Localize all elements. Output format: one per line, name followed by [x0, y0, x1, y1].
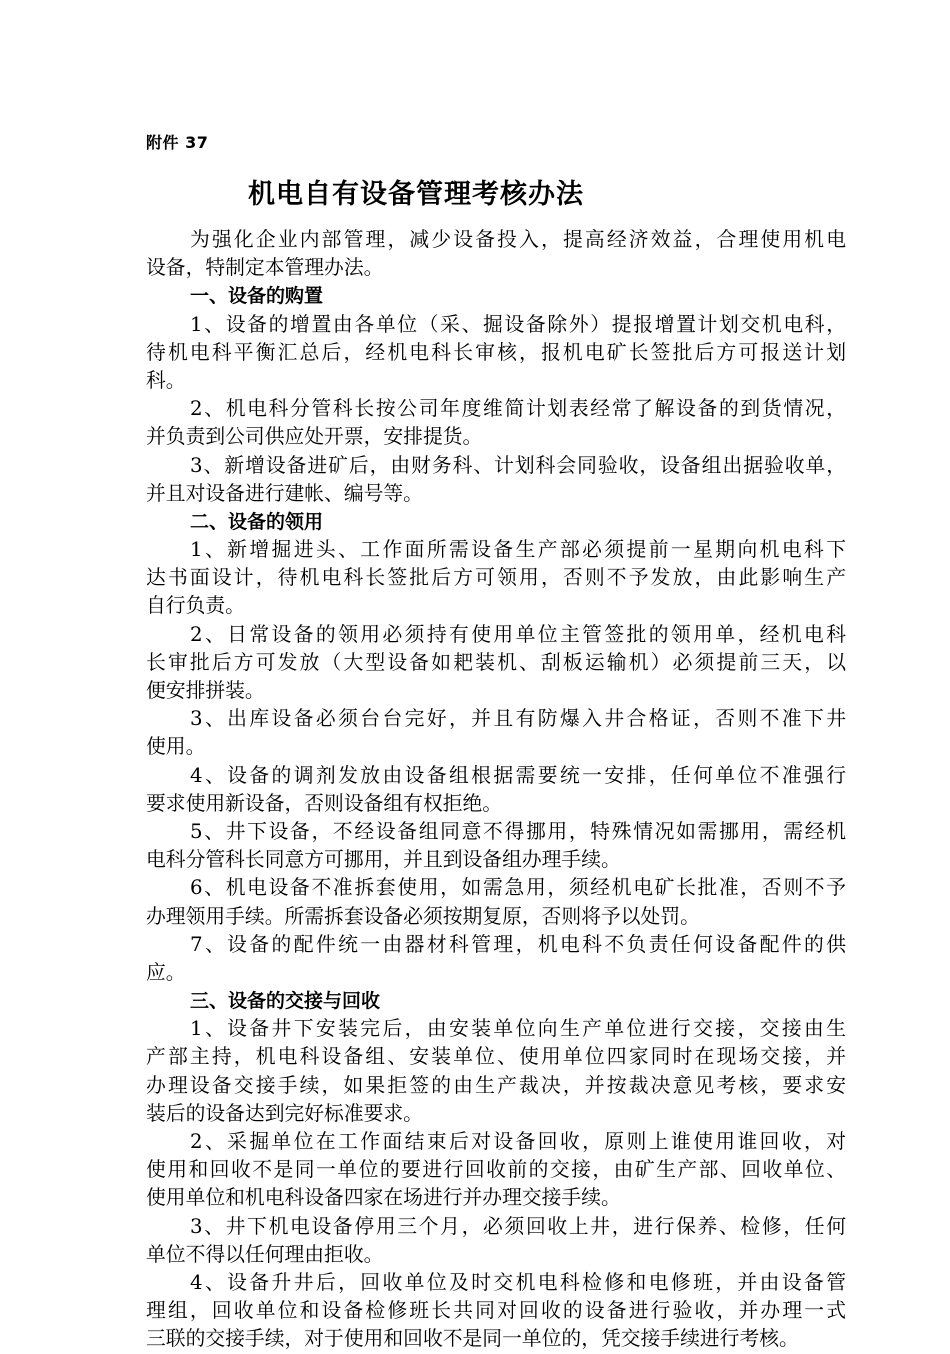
paragraph-line: 办理设备交接手续，如果拒签的由生产裁决，并按裁决意见考核，要求安: [146, 1073, 846, 1097]
paragraph-line: 自行负责。: [146, 594, 245, 618]
paragraph-line: 使用单位和机电科设备四家在场进行并办理交接手续。: [146, 1186, 621, 1210]
paragraph-line: 使用。: [146, 735, 206, 759]
paragraph-line: 3、出库设备必须台台完好，并且有防爆入井合格证，否则不准下井: [190, 707, 846, 731]
paragraph-line: 便安排拼装。: [146, 679, 265, 702]
paragraph-line: 理组，回收单位和设备检修班长共同对回收的设备进行验收，并办理一式: [146, 1299, 846, 1323]
document-title: 机电自有设备管理考核办法: [248, 179, 584, 210]
paragraph-line: 1、设备井下安装完后，由安装单位向生产单位进行交接，交接由生: [190, 1017, 846, 1041]
paragraph-line: 为强化企业内部管理，减少设备投入，提高经济效益，合理使用机电: [190, 228, 846, 251]
paragraph-line: 5、井下设备，不经设备组同意不得挪用，特殊情况如需挪用，需经机: [190, 819, 846, 843]
paragraph-line: 装后的设备达到完好标准要求。: [146, 1101, 423, 1125]
document-body: [146, 226, 846, 1354]
paragraph-line: 产部主持，机电科设备组、安装单位、使用单位四家同时在现场交接，并: [146, 1045, 846, 1069]
paragraph-line: 2、采掘单位在工作面结束后对设备回收，原则上谁使用谁回收，对: [190, 1130, 846, 1153]
paragraph-line: 使用和回收不是同一单位的要进行回收前的交接，由矿生产部、回收单位、: [146, 1158, 846, 1182]
paragraph-line: 6、机电设备不准拆套使用，如需急用，须经机电矿长批准，否则不予: [190, 876, 846, 900]
paragraph-line: 三联的交接手续，对于使用和回收不是同一单位的，凭交接手续进行考核。: [146, 1327, 799, 1351]
paragraph-line: 达书面设计，待机电科长签批后方可领用，否则不予发放，由此影响生产: [146, 566, 846, 590]
attachment-label: 附件 37: [146, 133, 209, 152]
paragraph-line: 4、设备的调剂发放由设备组根据需要统一安排，任何单位不准强行: [190, 763, 846, 787]
section-heading: 二、设备的领用: [190, 510, 324, 533]
paragraph-line: 2、机电科分管科长按公司年度维简计划表经常了解设备的到货情况，: [190, 397, 846, 421]
paragraph-line: 3、新增设备进矿后，由财务科、计划科会同验收，设备组出据验收单，: [190, 453, 846, 477]
paragraph-line: 4、设备升井后，回收单位及时交机电科检修和电修班，并由设备管: [190, 1270, 846, 1294]
paragraph-line: 1、设备的增置由各单位（采、掘设备除外）提报增置计划交机电科，: [190, 312, 846, 336]
paragraph-line: 应。: [146, 960, 186, 984]
paragraph-line: 2、日常设备的领用必须持有使用单位主管签批的领用单，经机电科: [190, 622, 846, 646]
paragraph-line: 电科分管科长同意方可挪用，并且到设备组办理手续。: [146, 848, 621, 872]
paragraph-line: 待机电科平衡汇总后，经机电科长审核，报机电矿长签批后方可报送计划: [146, 340, 846, 364]
paragraph-line: 长审批后方可发放（大型设备如耙装机、刮板运输机）必须提前三天，以: [146, 650, 846, 674]
section-heading: 三、设备的交接与回收: [190, 990, 381, 1013]
paragraph-line: 3、井下机电设备停用三个月，必须回收上井，进行保养、检修，任何: [190, 1214, 846, 1238]
paragraph-line: 1、新增掘进头、工作面所需设备生产部必须提前一星期向机电科下: [190, 538, 846, 562]
paragraph-line: 7、设备的配件统一由器材科管理，机电科不负责任何设备配件的供: [190, 932, 846, 956]
paragraph-line: 单位不得以任何理由拒收。: [146, 1242, 384, 1266]
paragraph-line: 设备，特制定本管理办法。: [146, 256, 384, 280]
paragraph-line: 办理领用手续。所需拆套设备必须按期复原，否则将予以处罚。: [146, 904, 700, 928]
paragraph-line: 科。: [146, 368, 186, 392]
paragraph-line: 并负责到公司供应处开票，安排提货。: [146, 425, 483, 449]
paragraph-line: 并且对设备进行建帐、编号等。: [146, 481, 423, 505]
section-heading: 一、设备的购置: [190, 285, 324, 308]
paragraph-line: 要求使用新设备，否则设备组有权拒绝。: [146, 791, 503, 815]
